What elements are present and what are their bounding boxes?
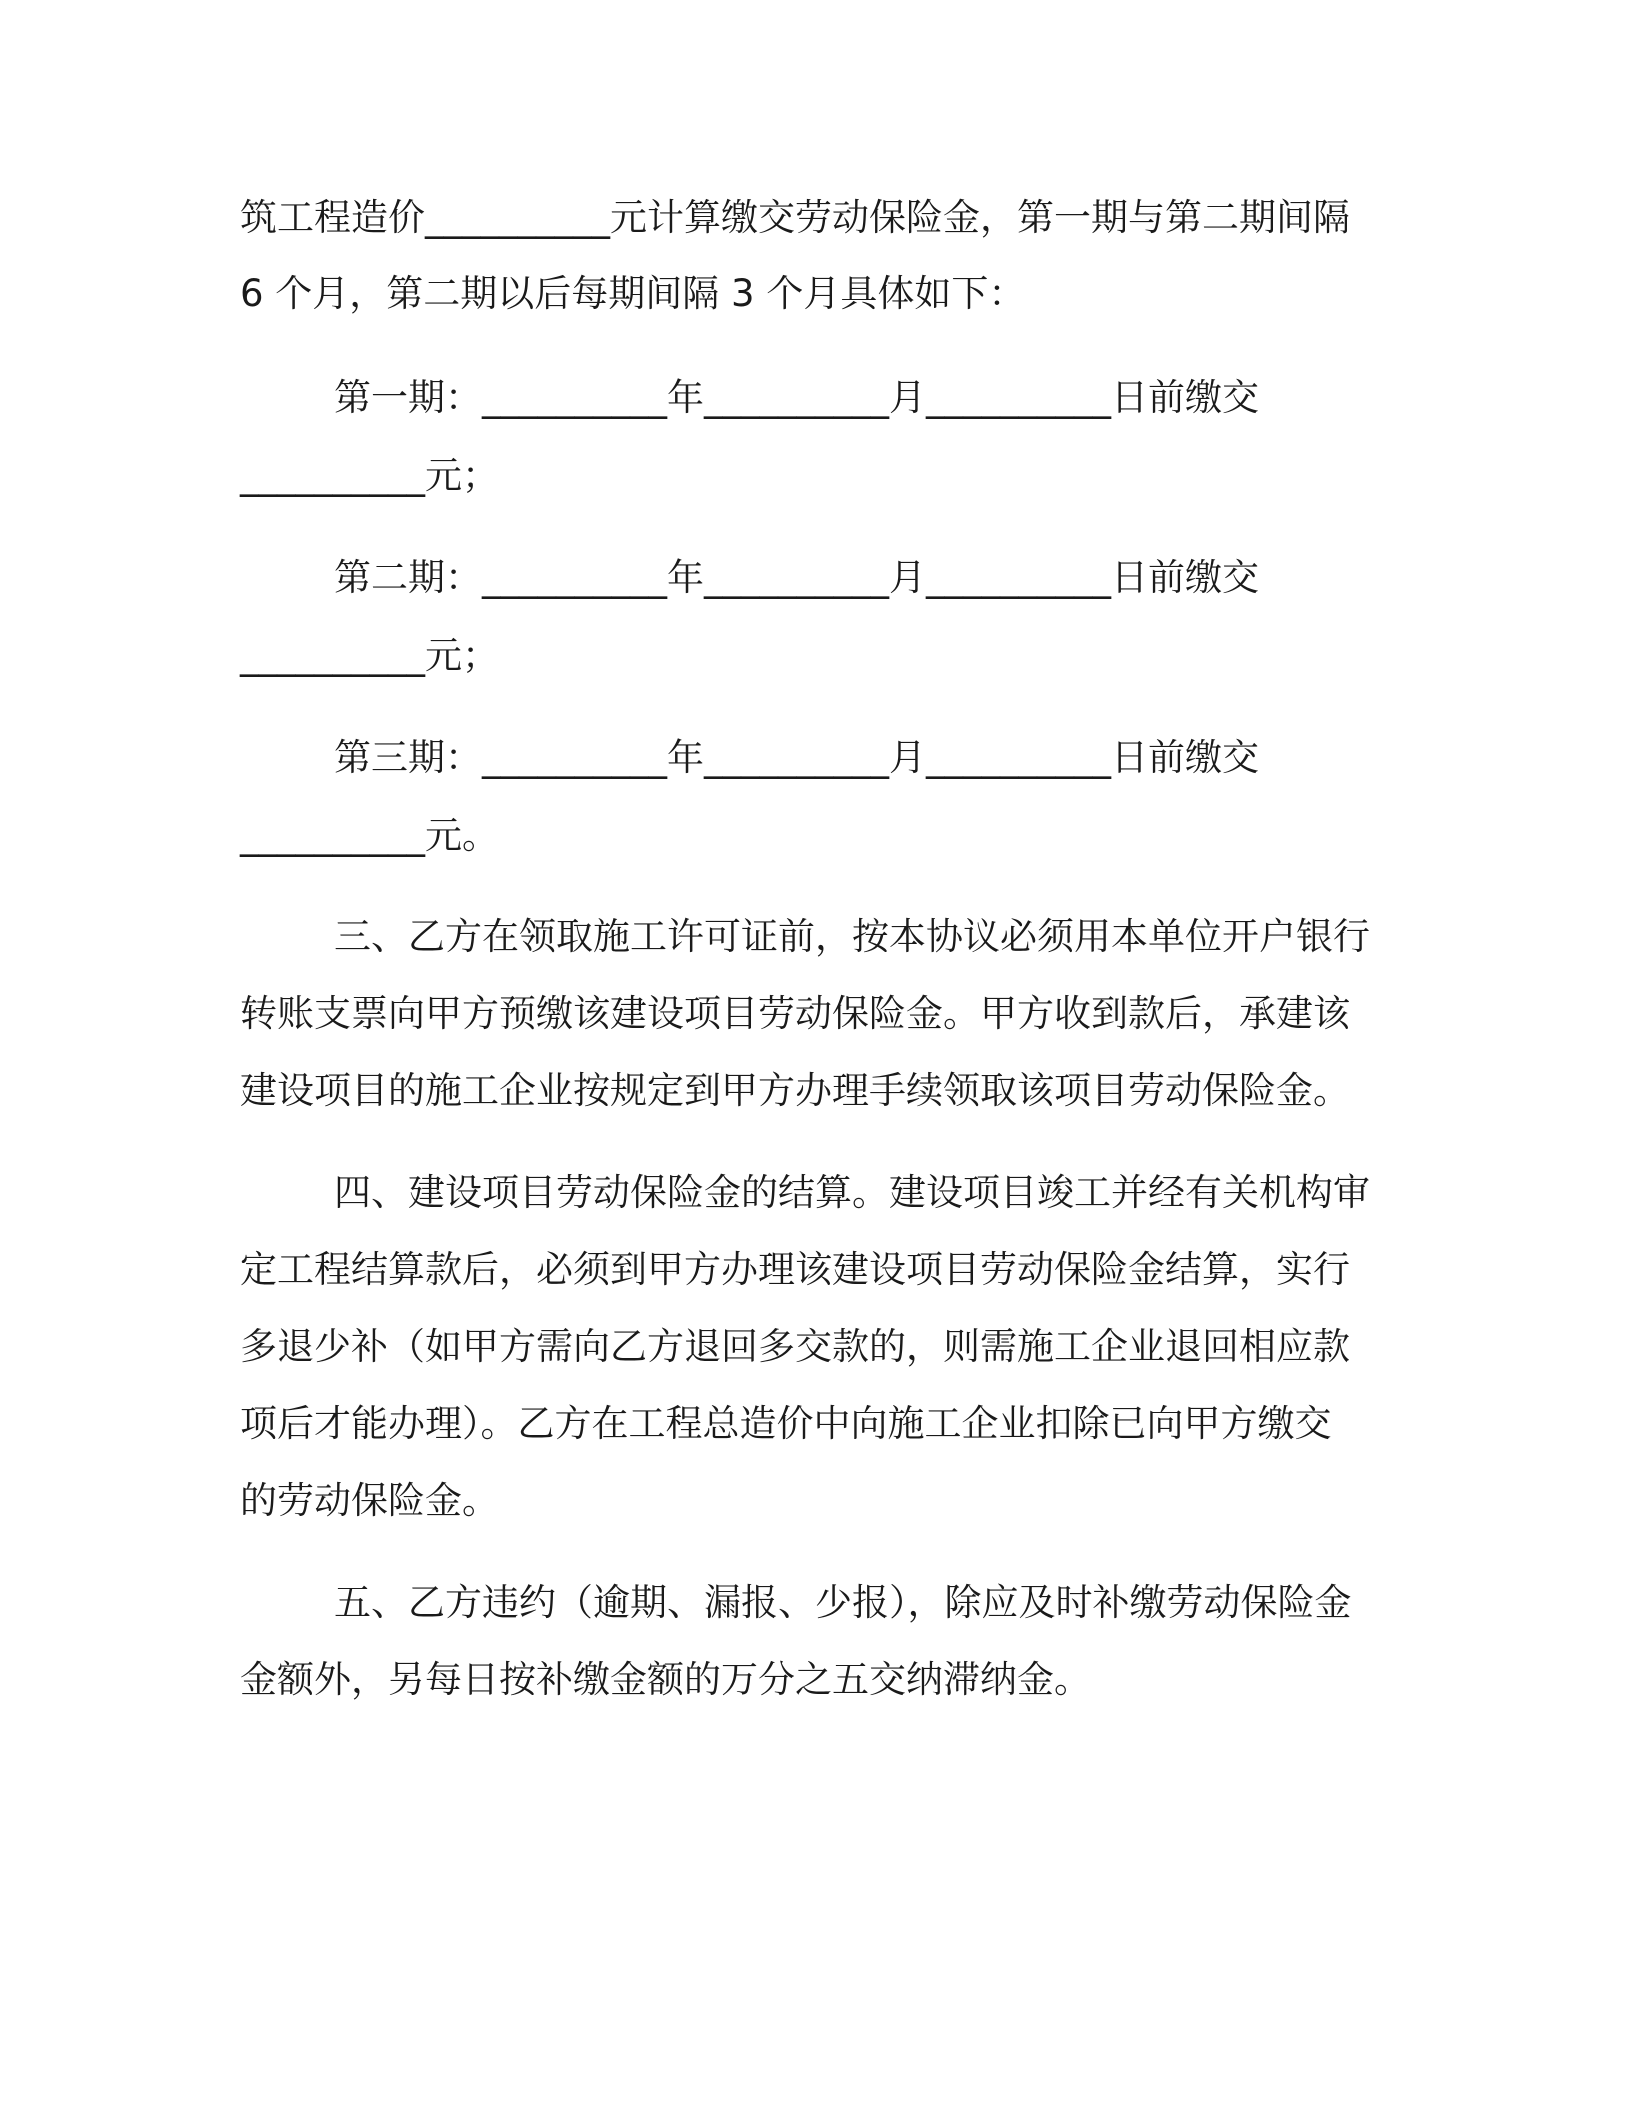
clause-3-line-1: 三、乙方在领取施工许可证前，按本协议必须用本单位开户银行 <box>334 915 1370 958</box>
clause-4-line-4: 项后才能办理）。乙方在工程总造价中向施工企业扣除已向甲方缴交 <box>240 1402 1332 1445</box>
clause-4-line-3: 多退少补（如甲方需向乙方退回多交款的，则需施工企业退回相应款 <box>240 1325 1350 1368</box>
clause-4-line-1: 四、建设项目劳动保险金的结算。建设项目竣工并经有关机构审 <box>334 1171 1370 1214</box>
clause-line-continuation: 6 个月，第二期以后每期间隔 3 个月具体如下： <box>240 272 1026 315</box>
clause-line-continuation: 筑工程造价__________元计算缴交劳动保险金，第一期与第二期间隔 <box>240 196 1350 239</box>
clause-3-line-3: 建设项目的施工企业按规定到甲方办理手续领取该项目劳动保险金。 <box>240 1069 1350 1112</box>
installment-2-amount-line: __________元； <box>240 634 499 677</box>
clause-5-line-2: 金额外，另每日按补缴金额的万分之五交纳滞纳金。 <box>240 1658 1091 1701</box>
clause-4-line-2: 定工程结算款后，必须到甲方办理该建设项目劳动保险金结算，实行 <box>240 1248 1350 1291</box>
clause-5-line-1: 五、乙方违约（逾期、漏报、少报），除应及时补缴劳动保险金 <box>334 1581 1352 1624</box>
clause-4-line-5: 的劳动保险金。 <box>240 1479 499 1522</box>
installment-3-date-line: 第三期：__________年__________月__________日前缴交 <box>334 736 1259 779</box>
installment-1-amount-line: __________元； <box>240 454 499 497</box>
clause-3-line-2: 转账支票向甲方预缴该建设项目劳动保险金。甲方收到款后，承建该 <box>240 992 1350 1035</box>
installment-3-amount-line: __________元。 <box>240 814 499 857</box>
installment-1-date-line: 第一期：__________年__________月__________日前缴交 <box>334 376 1259 419</box>
installment-2-date-line: 第二期：__________年__________月__________日前缴交 <box>334 556 1259 599</box>
